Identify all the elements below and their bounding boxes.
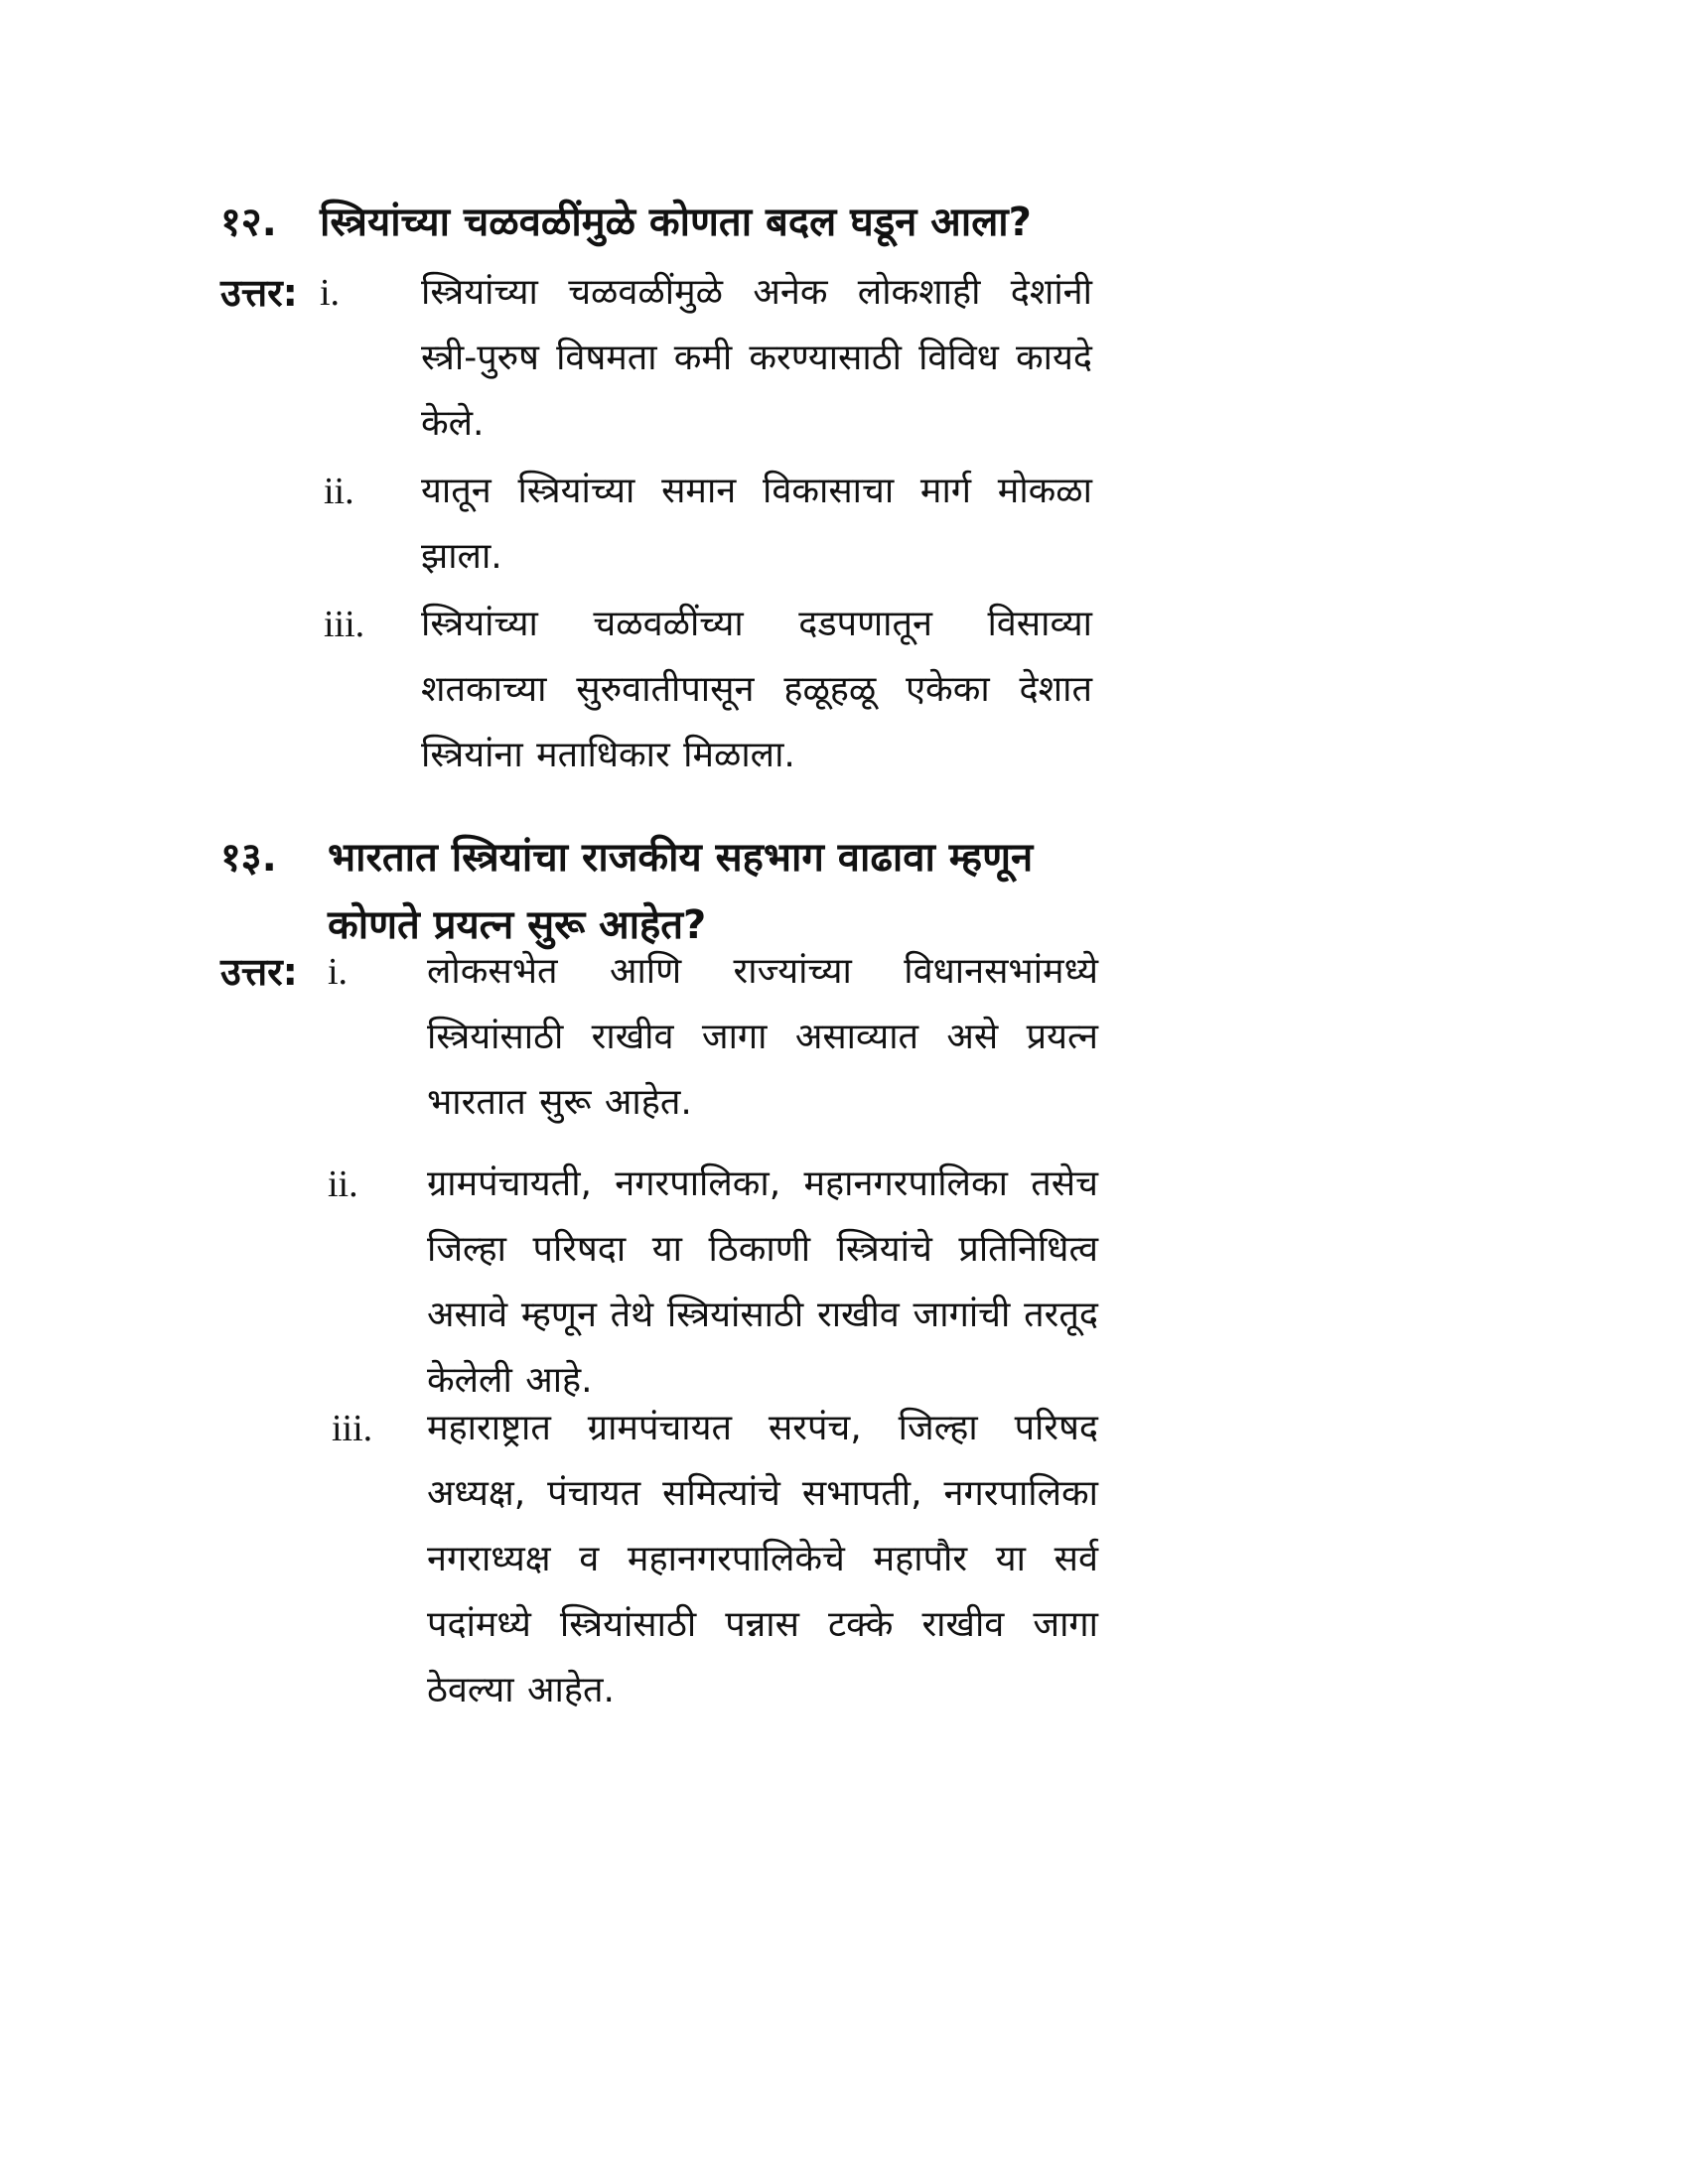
item-marker: ii. [328,1163,358,1205]
question-number: १३. [220,835,277,881]
question-number: १२. [220,200,277,245]
item-marker: i. [320,272,341,314]
item-text: स्त्रियांच्या चळवळींमुळे अनेक लोकशाही देशांनी स्त्री-पुरुष विषमता कमी करण्यासाठी विविध कायदे केले. [421,272,1092,444]
question-text: स्त्रियांच्या चळवळींमुळे कोणता बदल घडून आला? [320,200,1032,245]
item-text: स्त्रियांच्या चळवळींच्या दडपणातून विसाव्या शतकाच्या सुरुवातीपासून हळूहळू एकेका देशात स्त्रियांना मताधिकार मिळाला. [421,604,1092,775]
answer-label: उत्तर: [220,950,298,994]
question-text: भारतात स्त्रियांचा राजकीय सहभाग वाढावा म्हणून कोणते प्रयत्न सुरू आहेत? [328,835,1034,948]
item-text: ग्रामपंचायती, नगरपालिका, महानगरपालिका तसेच जिल्हा परिषदा या ठिकाणी स्त्रियांचे प्रतिनिधित्व असावे म्हणून तेथे स्त्रियांसाठी राखीव जागांची तरतूद केलेली आहे. [427,1163,1098,1401]
item-text: लोकसभेत आणि राज्यांच्या विधानसभांमध्ये स्त्रियांसाठी राखीव जागा असाव्यात असे प्रयत्न भारतात सुरू आहेत. [427,951,1098,1123]
answer-label: उत्तर: [220,271,298,315]
item-marker: iii. [324,604,365,645]
item-text: महाराष्ट्रात ग्रामपंचायत सरपंच, जिल्हा परिषद अध्यक्ष, पंचायत समित्यांचे सभापती, नगरपालिका नगराध्यक्ष व महानगरपालिकेचे महापौर या सर्व पदांमध्ये स्त्रियांसाठी पन्नास टक्के राखीव जागा ठेवल्या आहेत. [427,1408,1098,1710]
item-marker: i. [328,951,349,993]
item-text: यातून स्त्रियांच्या समान विकासाचा मार्ग मोकळा झाला. [421,471,1092,577]
item-marker: iii. [332,1408,373,1449]
item-marker: ii. [324,471,354,512]
